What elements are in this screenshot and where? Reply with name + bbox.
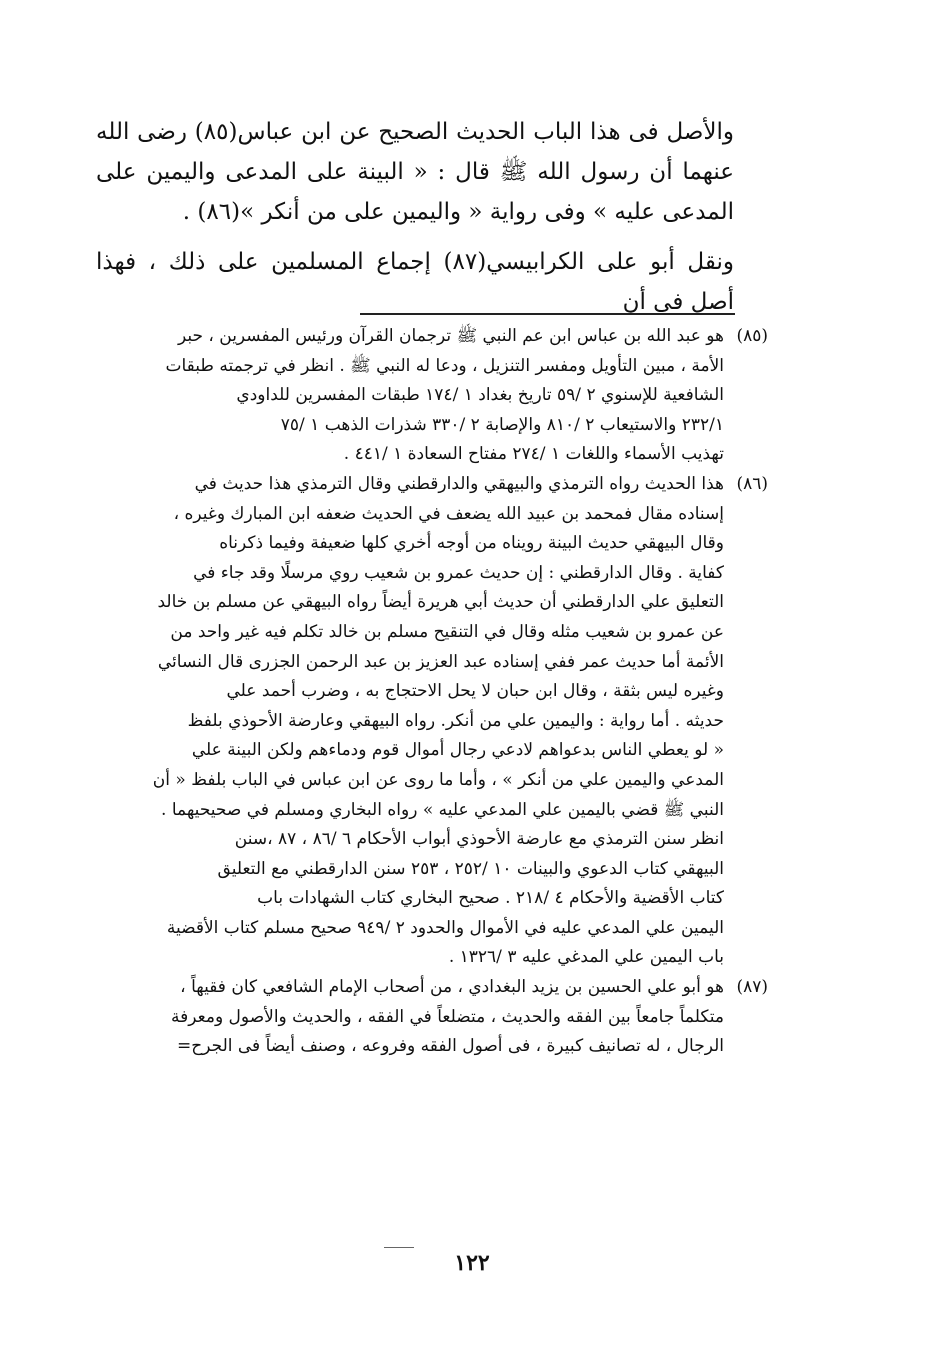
footnote-line: إسناده مقال فمحمد بن عبيد الله يضعف في الحديث ضعفه ابن المبارك وغيره ، — [173, 503, 724, 524]
footnote-line: هذا الحديث رواه الترمذي والبيهقي والدارقطني وقال الترمذي هذا حديث في — [194, 473, 724, 494]
footnote-line: عن عمرو بن شعيب مثله وقال في التنقيح مسلم بن خالد تكلم فيه غير واحد من — [170, 621, 724, 642]
footnote-line: الشافعية للإسنوي ٢ /٥٩ تاريخ بغداد ١ /١٧٤ طبقات المفسرين للداودي — [236, 385, 724, 406]
footnote-line: كتاب الأقضية والأحكام ٤ /٢١٨ . صحيح البخاري كتاب الشهادات باب — [257, 888, 724, 909]
main-text — [96, 112, 734, 322]
footnote-line: الرجال ، له تصانيف كبيرة ، فى أصول الفقه وفروعه ، وصنف أيضاً فى الجرح= — [177, 1036, 724, 1057]
footnote-number: (٨٦) — [736, 473, 768, 494]
footnote-body — [96, 470, 724, 973]
main-paragraph-1: والأصل فى هذا الباب الحديث الصحيح عن ابن عباس(٨٥) رضى الله عنهما أن رسول الله ﷺ قال : « البينة على المدعى واليمين على المدعى عليه » وفى رواية « واليمين على من أنكر »(٨٦) . — [96, 119, 735, 225]
footnote-line: متكلماً جامعاً بين الفقه والحديث ، متضلعاً في الفقه ، والحديث والأصول ومعرفة — [171, 1006, 724, 1027]
footnote-line: هو أبو علي الحسين بن يزيد البغدادي ، من أصحاب الإمام الشافعي كان فقيهاً ، — [180, 977, 724, 998]
footnote-line: اليمين علي المدعي عليه في الأموال والحدود ٢ /٩٤٩ صحيح مسلم كتاب الأقضية — [166, 917, 724, 938]
footnote-line: البيهقي كتاب الدعوي والبينات ١٠ /٢٥٢ ، ٢٥٣ سنن الدارقطني مع التعليق — [217, 858, 724, 879]
footnote-body — [96, 322, 724, 470]
footnote-line: تهذيب الأسماء واللغات ١ /٢٧٤ مفتاح السعادة ١ /٤٤١ . — [343, 444, 724, 465]
page-number: ١٢٢ — [454, 1250, 490, 1276]
footnote-87 — [96, 973, 768, 1062]
footnote-line: ٢٣٢/١ والاستيعاب ٢ /٨١٠ والإصابة ٢ /٣٣٠ شذرات الذهب ١ /٧٥ — [280, 414, 724, 435]
page-number-mark — [384, 1247, 414, 1248]
footnote-number: (٨٧) — [736, 977, 768, 998]
footnote-line: المدعي واليمين علي من أنكر » ، وأما ما روى عن ابن عباس في الباب بلفظ « أن — [152, 769, 724, 790]
footnote-line: النبي ﷺ قضي باليمين علي المدعي عليه » رواه البخاري ومسلم في صحيحيهما . — [161, 799, 724, 820]
footnote-line: هو عبد الله بن عباس ابن عم النبي ﷺ ترجمان القرآن ورئيس المفسرين ، حبر — [177, 326, 724, 346]
footnote-number: (٨٥) — [736, 326, 768, 346]
footnote-line: وغيره ليس بثقة ، وقال ابن حبان لا يحل الاحتجاج به ، وضرب أحمد علي — [226, 681, 724, 702]
footnote-line: باب اليمين علي المدغي عليه ٣ /١٣٢٦ . — [448, 947, 724, 968]
footnote-85 — [96, 322, 768, 470]
footnote-line: الأئمة أما حديث عمر ففي إسناده عبد العزيز بن عبد الرحمن الجزرى قال النسائي — [157, 651, 724, 672]
footnote-line: « لو يعطي الناس بدعواهم لادعي رجال أموال قوم ودماءهم ولكن البينة علي — [191, 740, 724, 761]
footnote-86 — [96, 470, 768, 973]
footnote-line: التعليق علي الدارقطني أن حديث أبي هريرة أيضاً رواه البيهقي عن مسلم بن خالد — [157, 592, 724, 613]
main-paragraph-2: ونقل أبو على الكرابيسي(٨٧) إجماع المسلمين على ذلك ، فهذا أصل فى أن — [96, 249, 734, 315]
footnote-line: كفاية . وقال الدارقطني : إن حديث عمرو بن شعيب روي مرسلًا وقد جاء في — [193, 562, 724, 583]
footnote-line: وقال البيهقي حديث البينة رويناه من أوجه أخري كلها ضعيفة وفيما ذكرناه — [219, 533, 724, 554]
footnote-line: حديثه . أما رواية : واليمين علي من أنكر. رواه البيهقي وعارضة الأحوذي بلفظ — [187, 710, 724, 731]
footnote-line: انظر سنن الترمذي مع عارضة الأحوذي أبواب الأحكام ٦ /٨٦ ، ٨٧ ،سنن — [234, 829, 724, 850]
footnote-line: الأمة ، مبين التأويل ومفسر التنزيل ، ودعا له النبي ﷺ . انظر في ترجمته طبقات — [165, 355, 724, 376]
footnote-body — [96, 973, 724, 1062]
footnotes — [96, 322, 768, 1062]
footnote-divider — [360, 313, 735, 315]
